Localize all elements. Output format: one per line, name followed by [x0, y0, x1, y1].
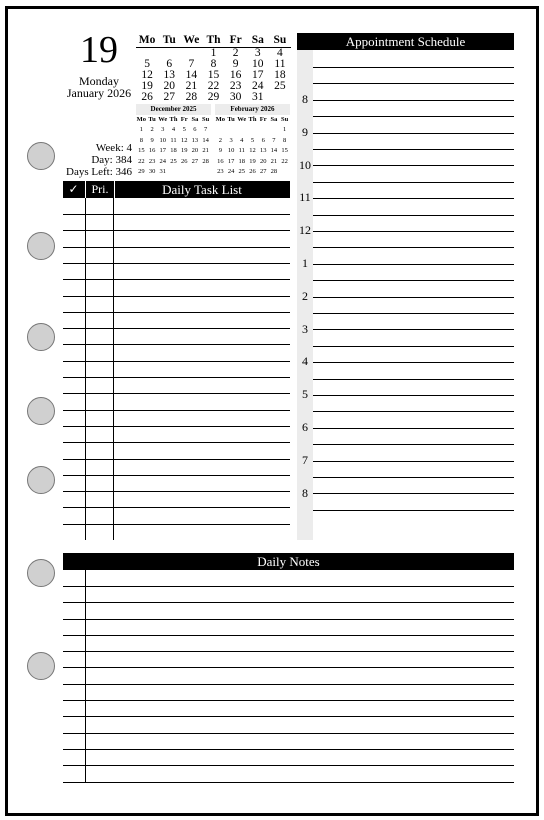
mini-day: [258, 125, 269, 136]
hour-label: 8: [302, 92, 308, 106]
mini-day: 12: [180, 136, 188, 144]
calendar-day: 15: [207, 69, 220, 81]
task-row-line: [63, 279, 290, 280]
mini-day: 14: [270, 147, 278, 154]
calendar-day: 14: [185, 69, 198, 81]
appointment-line: [313, 362, 514, 363]
hour-label: 9: [302, 124, 308, 139]
mini-day: 10: [159, 136, 167, 144]
mini-day: [200, 167, 211, 178]
note-row-line: [63, 782, 514, 783]
calendar-day: 31: [252, 91, 264, 103]
calendar-day: 30: [229, 91, 242, 103]
mini-day: 23: [148, 157, 156, 165]
calendar-week: [136, 92, 291, 103]
mini-day: 25: [170, 157, 177, 165]
mini-day: 8: [139, 136, 143, 144]
appointment-line: [313, 215, 514, 216]
mini-week: [215, 125, 290, 136]
mini-day: 8: [283, 136, 287, 144]
task-row-line: [63, 263, 290, 264]
calendar-day: 29: [207, 91, 220, 103]
mini-day: 5: [182, 126, 186, 133]
mini-day: [190, 167, 201, 178]
binder-hole: [27, 652, 55, 680]
priority-column-divider: [113, 198, 114, 540]
mini-day: [179, 167, 190, 178]
task-row-line: [63, 230, 290, 231]
mini-weekday-header: We: [158, 115, 168, 123]
mini-weekday-row: [215, 115, 290, 126]
mini-day: [226, 125, 237, 136]
mini-day: 13: [259, 147, 267, 154]
weekday-header: Fr: [229, 34, 242, 46]
mini-day: 20: [259, 157, 267, 165]
mini-weekday-header: Su: [281, 115, 289, 123]
calendar-day: 5: [144, 58, 150, 70]
mini-day: 19: [180, 147, 188, 154]
hour-label: 10: [299, 157, 311, 172]
weekday-header: We: [183, 34, 200, 46]
appointment-line: [313, 329, 514, 330]
mini-week: [136, 157, 211, 168]
mini-day: 6: [193, 126, 197, 133]
binder-hole: [27, 323, 55, 351]
hour-label: 11: [299, 190, 311, 205]
mini-week: [136, 146, 211, 157]
weekday-name: Monday: [79, 74, 119, 88]
task-row-line: [63, 475, 290, 476]
calendar-day: 19: [141, 80, 153, 92]
task-row-line: [63, 247, 290, 248]
calendar-day: 28: [185, 91, 198, 103]
mini-day: 15: [138, 147, 145, 154]
hour-label: 12: [299, 223, 311, 238]
mini-day: 27: [259, 168, 267, 175]
appointment-line: [313, 346, 514, 347]
binder-hole: [27, 142, 55, 170]
task-list-title: Daily Task List: [162, 182, 242, 197]
mini-calendar-title: February 2026: [215, 104, 290, 115]
mini-week: [215, 167, 290, 178]
mini-calendar-title: December 2025: [136, 104, 211, 115]
task-row-line: [63, 507, 290, 508]
mini-day: 23: [217, 168, 224, 175]
appointment-line: [313, 116, 514, 117]
task-row-line: [63, 524, 290, 525]
appointment-line: [313, 428, 514, 429]
mini-weekday-header: Tu: [227, 115, 235, 123]
appointment-line: [313, 165, 514, 166]
calendar-day: 16: [229, 69, 242, 81]
hour-label: 8: [302, 485, 308, 500]
mini-day: 19: [249, 157, 256, 165]
priority-column-header: Pri.: [85, 181, 115, 198]
task-list-header: [63, 181, 290, 198]
mini-day: 4: [171, 126, 176, 133]
appointment-line: [313, 461, 514, 462]
appointment-line: [313, 67, 514, 68]
calendar-day: 23: [229, 80, 242, 92]
mini-day: 24: [227, 168, 235, 175]
mini-day: 21: [202, 147, 209, 154]
calendar-day: 8: [210, 58, 217, 70]
appointment-line: [313, 395, 514, 396]
weekday-header: Sa: [251, 34, 264, 46]
note-row-line: [63, 586, 514, 587]
note-row-line: [63, 651, 514, 652]
appointment-line: [313, 379, 514, 380]
date-stats: [62, 142, 132, 178]
hour-label: 5: [302, 387, 308, 402]
appointment-line: [313, 444, 514, 445]
binder-hole: [27, 397, 55, 425]
mini-day: 1: [139, 126, 143, 133]
task-row-line: [63, 344, 290, 345]
weekday-header: Th: [206, 34, 221, 46]
mini-weekday-header: We: [237, 115, 247, 123]
mini-day: 22: [138, 157, 145, 165]
mini-day: [215, 125, 226, 136]
note-row-line: [63, 635, 514, 636]
mini-day: 9: [218, 147, 222, 154]
mini-day: 7: [272, 136, 276, 144]
appointment-line: [313, 313, 514, 314]
appointment-line: [313, 411, 514, 412]
mini-day: 27: [191, 157, 199, 165]
hour-label: 1: [302, 256, 308, 270]
mini-week: [136, 136, 211, 147]
mini-day: [236, 125, 247, 136]
mini-day: 2: [218, 136, 222, 144]
mini-weekday-header: Su: [202, 115, 210, 123]
check-column-divider: [85, 198, 86, 540]
month-year: January 2026: [66, 86, 132, 100]
hour-label: 3: [302, 321, 308, 336]
appointment-line: [313, 280, 514, 281]
mini-day: 21: [270, 157, 278, 165]
calendar-day: 9: [232, 58, 239, 70]
mini-day: 11: [238, 147, 245, 154]
note-row-line: [63, 733, 514, 734]
appointment-line: [313, 493, 514, 494]
mini-day: 26: [180, 157, 188, 165]
hour-label: 4: [302, 354, 308, 369]
calendar-day: 22: [207, 80, 220, 92]
appointment-line: [313, 149, 514, 150]
calendar-day: 27: [163, 91, 175, 103]
mini-day: 18: [238, 157, 246, 165]
task-row-line: [63, 442, 290, 443]
mini-weekday-row: [136, 115, 211, 126]
mini-day: 22: [281, 157, 288, 165]
mini-day: 10: [227, 147, 235, 154]
mini-day: 17: [227, 157, 235, 165]
calendar-day: 25: [274, 80, 286, 92]
calendar-day: 1: [210, 47, 217, 59]
calendar-day: 20: [163, 80, 175, 92]
calendar-day: 4: [277, 47, 283, 59]
task-row-line: [63, 214, 290, 215]
mini-weekday-header: Mo: [136, 115, 147, 123]
mini-weekday-header: Mo: [215, 115, 226, 123]
note-row-line: [63, 619, 514, 620]
calendar-day: 24: [252, 80, 264, 92]
task-row-line: [63, 491, 290, 492]
appointment-line: [313, 247, 514, 248]
mini-day: 31: [159, 168, 167, 175]
note-row-line: [63, 684, 514, 685]
mini-day: 16: [217, 157, 224, 165]
mini-day: [247, 125, 258, 136]
appointment-schedule-header: Appointment Schedule: [297, 33, 514, 50]
mini-day: 1: [283, 126, 287, 133]
mini-weekday-header: Th: [248, 115, 257, 123]
task-row-line: [63, 328, 290, 329]
hour-label: 7: [302, 452, 308, 467]
check-column-header: ✓: [68, 182, 79, 196]
mini-day: 28: [270, 168, 278, 175]
task-row-line: [63, 426, 290, 427]
mini-day: 17: [159, 147, 167, 154]
binder-hole: [27, 466, 55, 494]
mini-week: [215, 157, 290, 168]
note-row-line: [63, 667, 514, 668]
day-number: 19: [80, 29, 118, 71]
mini-weekday-header: Tu: [148, 115, 156, 123]
calendar-day: 18: [274, 69, 286, 81]
calendar-day: 10: [252, 58, 264, 70]
appointment-line: [313, 100, 514, 101]
mini-weekday-header: Sa: [191, 115, 199, 123]
hour-label: 2: [302, 288, 308, 303]
calendar-day: 13: [163, 69, 175, 81]
appointment-line: [313, 182, 514, 183]
month-calendar-body: [136, 48, 291, 103]
mini-day: 4: [240, 136, 244, 144]
appointment-line: [313, 510, 514, 511]
mini-calendar-previous: [136, 104, 211, 178]
calendar-day: 3: [254, 47, 261, 59]
mini-day: 26: [249, 168, 256, 175]
task-row-line: [63, 296, 290, 297]
task-row-line: [63, 312, 290, 313]
calendar-day: 26: [141, 91, 153, 103]
calendar-day: 2: [232, 47, 239, 59]
day-count: Day: 384: [91, 154, 132, 166]
calendar-day: 12: [141, 69, 153, 81]
mini-day: [269, 125, 280, 136]
mini-week: [215, 136, 290, 147]
mini-day: 24: [159, 157, 167, 165]
calendar-day: 11: [274, 58, 286, 70]
mini-weekday-header: Fr: [259, 115, 267, 123]
mini-day: [168, 167, 179, 178]
weekday-header: Mo: [138, 34, 156, 46]
task-row-line: [63, 361, 290, 362]
mini-day: 29: [138, 168, 145, 175]
mini-day: 20: [191, 147, 199, 154]
appointment-line: [313, 198, 514, 199]
daily-notes-header: Daily Notes: [63, 553, 514, 570]
task-row-line: [63, 459, 290, 460]
mini-calendar-next: [215, 104, 290, 178]
appointment-line: [313, 477, 514, 478]
calendar-day: 17: [252, 69, 264, 81]
mini-day: 18: [170, 147, 177, 154]
mini-day: 2: [150, 126, 154, 133]
mini-week: [136, 167, 211, 178]
calendar-day: 7: [188, 58, 195, 70]
mini-day: 25: [238, 168, 246, 175]
mini-weekday-header: Sa: [270, 115, 278, 123]
mini-weekday-header: Th: [169, 115, 178, 123]
mini-day: 14: [202, 136, 209, 144]
mini-day: 12: [249, 147, 256, 154]
mini-day: [279, 167, 290, 178]
appointment-line: [313, 264, 514, 265]
hour-label: 6: [302, 420, 308, 434]
mini-day: 11: [170, 136, 177, 144]
note-row-line: [63, 602, 514, 603]
mini-week: [136, 125, 211, 136]
appointment-line: [313, 83, 514, 84]
task-row-line: [63, 393, 290, 394]
appointment-line: [313, 133, 514, 134]
calendar-day: [269, 92, 291, 103]
note-row-line: [63, 700, 514, 701]
mini-day: 3: [229, 136, 233, 144]
note-row-line: [63, 749, 514, 750]
mini-day: 3: [161, 126, 165, 133]
week-count: Week: 4: [95, 142, 132, 154]
mini-day: 13: [191, 136, 199, 144]
binder-hole: [27, 232, 55, 260]
month-calendar: [136, 35, 291, 103]
weekday-header: Su: [273, 34, 287, 46]
task-row-line: [63, 410, 290, 411]
task-row-line: [63, 377, 290, 378]
mini-day: 6: [261, 136, 265, 144]
mini-day: 16: [148, 147, 156, 154]
mini-day: 9: [150, 136, 154, 144]
mini-day: 5: [250, 136, 255, 144]
note-row-line: [63, 765, 514, 766]
note-row-line: [63, 716, 514, 717]
appointment-line: [313, 231, 514, 232]
days-left: Days Left: 346: [66, 166, 132, 178]
calendar-day: 21: [185, 80, 198, 92]
calendar-day: 6: [166, 58, 173, 70]
mini-day: 15: [281, 147, 288, 154]
appointment-line: [313, 297, 514, 298]
mini-week: [215, 146, 290, 157]
mini-weekday-header: Fr: [180, 115, 188, 123]
mini-day: 28: [202, 157, 209, 165]
mini-day: 7: [204, 126, 208, 133]
binder-hole: [27, 559, 55, 587]
weekday-header: Tu: [162, 34, 176, 46]
mini-day: 30: [148, 168, 156, 175]
